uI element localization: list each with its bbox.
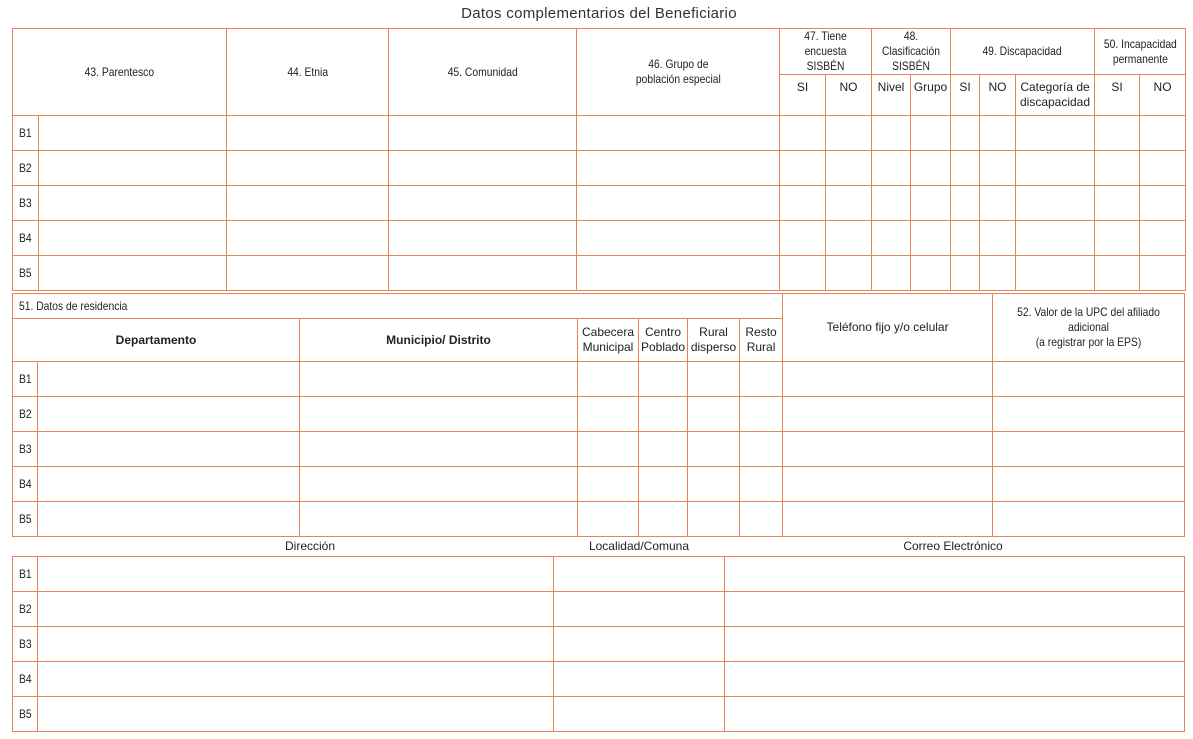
row-label: B5 xyxy=(13,502,38,537)
label-correo: Correo Electrónico xyxy=(903,539,1003,553)
input-cell[interactable] xyxy=(227,186,389,221)
input-cell[interactable] xyxy=(577,221,780,256)
input-cell[interactable] xyxy=(227,256,389,291)
input-cell[interactable] xyxy=(38,362,300,397)
input-cell[interactable] xyxy=(577,186,780,221)
input-cell[interactable] xyxy=(911,256,951,291)
header-rural-disperso: Rural disperso xyxy=(688,319,740,362)
input-cell[interactable] xyxy=(1095,151,1140,186)
input-cell[interactable] xyxy=(911,221,951,256)
correo-input[interactable] xyxy=(725,662,1185,697)
input-cell[interactable] xyxy=(1016,186,1095,221)
input-cell[interactable] xyxy=(783,467,993,502)
input-cell[interactable] xyxy=(826,116,872,151)
row-label: B5 xyxy=(13,256,39,291)
subheader-disc-no: NO xyxy=(980,75,1016,116)
direccion-input[interactable] xyxy=(38,662,554,697)
header-parentesco: 43. Parentesco xyxy=(13,29,227,116)
input-cell[interactable] xyxy=(38,397,300,432)
input-cell[interactable] xyxy=(1140,221,1186,256)
header-departamento: Departamento xyxy=(13,319,300,362)
input-cell[interactable] xyxy=(872,186,911,221)
table-row xyxy=(13,221,1186,256)
row-label: B5 xyxy=(13,697,38,732)
table-row xyxy=(13,397,1185,432)
input-cell[interactable] xyxy=(688,362,740,397)
input-cell[interactable] xyxy=(38,432,300,467)
input-cell[interactable] xyxy=(389,186,577,221)
input-cell[interactable] xyxy=(38,467,300,502)
input-cell[interactable] xyxy=(300,362,578,397)
input-cell[interactable] xyxy=(389,116,577,151)
localidad-input[interactable] xyxy=(554,662,725,697)
input-cell[interactable] xyxy=(227,116,389,151)
row-label: B1 xyxy=(13,362,38,397)
input-cell[interactable] xyxy=(39,221,227,256)
input-cell[interactable] xyxy=(1095,256,1140,291)
input-cell[interactable] xyxy=(39,186,227,221)
input-cell[interactable] xyxy=(688,397,740,432)
input-cell[interactable] xyxy=(1016,116,1095,151)
input-cell[interactable] xyxy=(639,362,688,397)
table-row xyxy=(13,557,1185,592)
input-cell[interactable] xyxy=(993,397,1185,432)
input-cell[interactable] xyxy=(740,467,783,502)
input-cell[interactable] xyxy=(38,502,300,537)
table-row xyxy=(13,432,1185,467)
input-cell[interactable] xyxy=(740,432,783,467)
input-cell[interactable] xyxy=(780,221,826,256)
input-cell[interactable] xyxy=(911,151,951,186)
input-cell[interactable] xyxy=(1140,151,1186,186)
input-cell[interactable] xyxy=(300,467,578,502)
row-label: B4 xyxy=(13,467,38,502)
input-cell[interactable] xyxy=(951,221,980,256)
input-cell[interactable] xyxy=(639,502,688,537)
localidad-input[interactable] xyxy=(554,627,725,662)
input-cell[interactable] xyxy=(993,502,1185,537)
input-cell[interactable] xyxy=(911,186,951,221)
input-cell[interactable] xyxy=(227,151,389,186)
header-etnia: 44. Etnia xyxy=(227,29,389,116)
subheader-disc-si: SI xyxy=(951,75,980,116)
residence-table xyxy=(12,293,1185,537)
input-cell[interactable] xyxy=(1140,256,1186,291)
localidad-input[interactable] xyxy=(554,592,725,627)
header-discapacidad: 49. Discapacidad xyxy=(951,29,1095,75)
input-cell[interactable] xyxy=(740,362,783,397)
table-row xyxy=(13,662,1185,697)
input-cell[interactable] xyxy=(780,116,826,151)
input-cell[interactable] xyxy=(577,116,780,151)
input-cell[interactable] xyxy=(300,502,578,537)
input-cell[interactable] xyxy=(740,502,783,537)
table-row xyxy=(13,362,1185,397)
input-cell[interactable] xyxy=(993,362,1185,397)
input-cell[interactable] xyxy=(826,221,872,256)
input-cell[interactable] xyxy=(911,116,951,151)
row-label: B3 xyxy=(13,186,39,221)
correo-input[interactable] xyxy=(725,697,1185,732)
subheader-sisben-si: SI xyxy=(780,75,826,116)
input-cell[interactable] xyxy=(1016,256,1095,291)
direccion-input[interactable] xyxy=(38,627,554,662)
correo-input[interactable] xyxy=(725,592,1185,627)
subheader-sisben-no: NO xyxy=(826,75,872,116)
input-cell[interactable] xyxy=(980,221,1016,256)
input-cell[interactable] xyxy=(826,151,872,186)
input-cell[interactable] xyxy=(639,467,688,502)
table-row xyxy=(13,697,1185,732)
input-cell[interactable] xyxy=(740,397,783,432)
input-cell[interactable] xyxy=(951,151,980,186)
subheader-incap-no: NO xyxy=(1140,75,1186,116)
subheader-categoria: Categoría de discapacidad xyxy=(1016,75,1095,116)
input-cell[interactable] xyxy=(389,256,577,291)
header-grupo-poblacion: 46. Grupo de población especial xyxy=(577,29,780,116)
input-cell[interactable] xyxy=(826,186,872,221)
input-cell[interactable] xyxy=(300,432,578,467)
input-cell[interactable] xyxy=(980,186,1016,221)
address-table xyxy=(12,556,1185,732)
direccion-input[interactable] xyxy=(38,557,554,592)
header-telefono: Teléfono fijo y/o celular xyxy=(783,294,993,362)
input-cell[interactable] xyxy=(578,502,639,537)
header-sisben-clasificacion: 48. Clasificación SISBÉN xyxy=(872,29,951,75)
header-comunidad: 45. Comunidad xyxy=(389,29,577,116)
input-cell[interactable] xyxy=(872,116,911,151)
input-cell[interactable] xyxy=(688,467,740,502)
header-upc: 52. Valor de la UPC del afiliado adicional (a registrar por la EPS) xyxy=(993,294,1185,362)
input-cell[interactable] xyxy=(980,256,1016,291)
input-cell[interactable] xyxy=(39,151,227,186)
input-cell[interactable] xyxy=(780,256,826,291)
row-label: B2 xyxy=(13,397,38,432)
form-section-title: Datos complementarios del Beneficiario xyxy=(461,5,737,22)
correo-input[interactable] xyxy=(725,627,1185,662)
table-row xyxy=(13,467,1185,502)
input-cell[interactable] xyxy=(783,362,993,397)
table-row xyxy=(13,116,1186,151)
direccion-input[interactable] xyxy=(38,592,554,627)
input-cell[interactable] xyxy=(780,186,826,221)
table-row xyxy=(13,256,1186,291)
input-cell[interactable] xyxy=(578,467,639,502)
header-centro-poblado: Centro Poblado xyxy=(639,319,688,362)
input-cell[interactable] xyxy=(639,397,688,432)
row-label: B2 xyxy=(13,151,39,186)
input-cell[interactable] xyxy=(980,116,1016,151)
input-cell[interactable] xyxy=(639,432,688,467)
input-cell[interactable] xyxy=(951,256,980,291)
input-cell[interactable] xyxy=(951,116,980,151)
input-cell[interactable] xyxy=(1016,151,1095,186)
input-cell[interactable] xyxy=(993,432,1185,467)
table-row xyxy=(13,502,1185,537)
label-direccion: Dirección xyxy=(284,539,335,553)
localidad-input[interactable] xyxy=(554,557,725,592)
input-cell[interactable] xyxy=(783,432,993,467)
input-cell[interactable] xyxy=(578,397,639,432)
input-cell[interactable] xyxy=(1140,116,1186,151)
row-label: B3 xyxy=(13,432,38,467)
input-cell[interactable] xyxy=(993,467,1185,502)
row-label: B1 xyxy=(13,116,39,151)
input-cell[interactable] xyxy=(577,256,780,291)
input-cell[interactable] xyxy=(783,502,993,537)
input-cell[interactable] xyxy=(389,221,577,256)
input-cell[interactable] xyxy=(577,151,780,186)
beneficiary-complementary-table xyxy=(12,28,1186,291)
header-incapacidad: 50. Incapacidad permanente xyxy=(1095,29,1186,75)
table-row xyxy=(13,186,1186,221)
table-row xyxy=(13,627,1185,662)
input-cell[interactable] xyxy=(300,397,578,432)
label-localidad: Localidad/Comuna xyxy=(588,539,690,553)
localidad-input[interactable] xyxy=(554,697,725,732)
input-cell[interactable] xyxy=(1095,116,1140,151)
subheader-nivel: Nivel xyxy=(872,75,911,116)
table-row xyxy=(13,592,1185,627)
input-cell[interactable] xyxy=(872,151,911,186)
input-cell[interactable] xyxy=(578,362,639,397)
correo-input[interactable] xyxy=(725,557,1185,592)
header-cabecera: Cabecera Municipal xyxy=(578,319,639,362)
input-cell[interactable] xyxy=(951,186,980,221)
input-cell[interactable] xyxy=(783,397,993,432)
input-cell[interactable] xyxy=(578,432,639,467)
input-cell[interactable] xyxy=(780,151,826,186)
input-cell[interactable] xyxy=(39,256,227,291)
input-cell[interactable] xyxy=(1095,186,1140,221)
subheader-grupo: Grupo xyxy=(911,75,951,116)
subheader-incap-si: SI xyxy=(1095,75,1140,116)
row-label: B1 xyxy=(13,557,38,592)
input-cell[interactable] xyxy=(980,151,1016,186)
input-cell[interactable] xyxy=(1016,221,1095,256)
direccion-input[interactable] xyxy=(38,697,554,732)
header-datos-residencia: 51. Datos de residencia xyxy=(13,294,783,319)
table-row xyxy=(13,151,1186,186)
header-sisben-encuesta: 47. Tiene encuesta SISBÉN xyxy=(780,29,872,75)
header-resto-rural: Resto Rural xyxy=(740,319,783,362)
input-cell[interactable] xyxy=(688,502,740,537)
input-cell[interactable] xyxy=(826,256,872,291)
input-cell[interactable] xyxy=(872,256,911,291)
row-label: B2 xyxy=(13,592,38,627)
input-cell[interactable] xyxy=(688,432,740,467)
row-label: B4 xyxy=(13,221,39,256)
row-label: B4 xyxy=(13,662,38,697)
input-cell[interactable] xyxy=(227,221,389,256)
input-cell[interactable] xyxy=(1140,186,1186,221)
input-cell[interactable] xyxy=(389,151,577,186)
input-cell[interactable] xyxy=(872,221,911,256)
header-municipio: Municipio/ Distrito xyxy=(300,319,578,362)
row-label: B3 xyxy=(13,627,38,662)
input-cell[interactable] xyxy=(1095,221,1140,256)
input-cell[interactable] xyxy=(39,116,227,151)
